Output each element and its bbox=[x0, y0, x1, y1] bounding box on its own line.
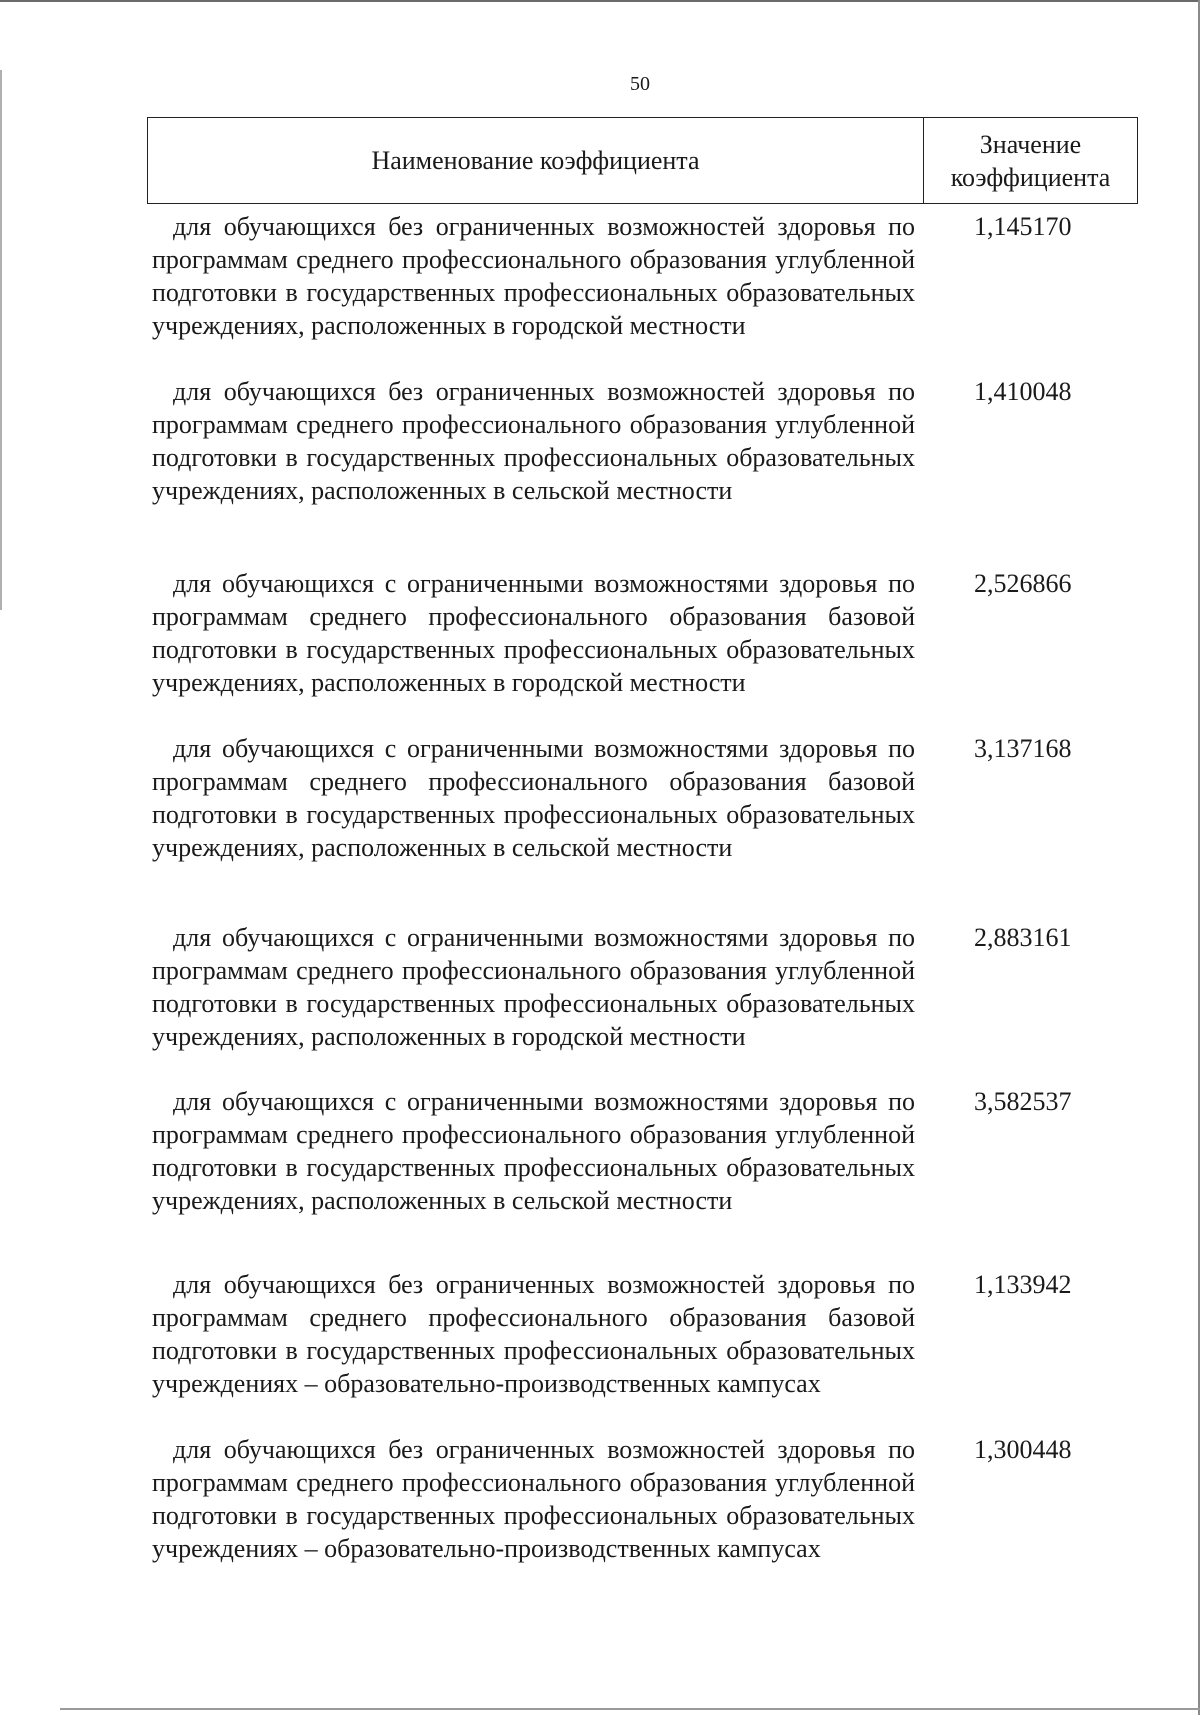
table-header bbox=[147, 117, 1138, 204]
table-row bbox=[152, 375, 1142, 507]
table-row bbox=[152, 1433, 1142, 1565]
header-value-cell: Значение коэффициента bbox=[950, 129, 1111, 192]
coefficient-value: 1,145170 bbox=[974, 212, 1072, 241]
coefficient-name: для обучающихся с ограниченными возможностями здоровья по программам среднего профессионального образования углубленной подготовки в государственных профессиональных образовательных учреждениях, расположенных в сельской местности bbox=[152, 1087, 915, 1215]
coefficient-value: 3,137168 bbox=[974, 734, 1072, 763]
coefficient-name: для обучающихся без ограниченных возможностей здоровья по программам среднего профессионального образования углубленной подготовки в государственных профессиональных образовательных учреждениях, расположенных в сельской местности bbox=[152, 377, 915, 505]
table-row bbox=[152, 210, 1142, 342]
table-row bbox=[152, 567, 1142, 699]
scan-edge-top bbox=[0, 0, 1200, 2]
table-row bbox=[152, 1268, 1142, 1400]
coefficient-name: для обучающихся без ограниченных возможностей здоровья по программам среднего профессионального образования углубленной подготовки в государственных профессиональных образовательных учреждениях – образовательно-производственных кампусах bbox=[152, 1435, 915, 1563]
page-number: 50 bbox=[630, 73, 650, 95]
coefficient-value: 3,582537 bbox=[974, 1087, 1072, 1116]
coefficient-value: 1,133942 bbox=[974, 1270, 1072, 1299]
scan-edge-left bbox=[0, 70, 2, 610]
coefficient-value: 1,410048 bbox=[974, 377, 1072, 406]
coefficient-value: 2,526866 bbox=[974, 569, 1072, 598]
table-row bbox=[152, 1085, 1142, 1217]
header-name-cell: Наименование коэффициента bbox=[148, 118, 924, 203]
coefficient-value: 2,883161 bbox=[974, 923, 1072, 952]
scan-edge-bottom bbox=[60, 1708, 1200, 1710]
table-row bbox=[152, 921, 1142, 1053]
coefficient-name: для обучающихся с ограниченными возможностями здоровья по программам среднего профессионального образования углубленной подготовки в государственных профессиональных образовательных учреждениях, расположенных в городской местности bbox=[152, 923, 915, 1051]
coefficient-name: для обучающихся без ограниченных возможностей здоровья по программам среднего профессионального образования углубленной подготовки в государственных профессиональных образовательных учреждениях, расположенных в городской местности bbox=[152, 212, 915, 340]
coefficient-name: для обучающихся без ограниченных возможностей здоровья по программам среднего профессионального образования базовой подготовки в государственных профессиональных образовательных учреждениях – образовательно-производственных кампусах bbox=[152, 1270, 915, 1398]
coefficient-name: для обучающихся с ограниченными возможностями здоровья по программам среднего профессионального образования базовой подготовки в государственных профессиональных образовательных учреждениях, расположенных в городской местности bbox=[152, 569, 915, 697]
coefficient-value: 1,300448 bbox=[974, 1435, 1072, 1464]
coefficient-name: для обучающихся с ограниченными возможностями здоровья по программам среднего профессионального образования базовой подготовки в государственных профессиональных образовательных учреждениях, расположенных в сельской местности bbox=[152, 734, 915, 862]
table-row bbox=[152, 732, 1142, 864]
